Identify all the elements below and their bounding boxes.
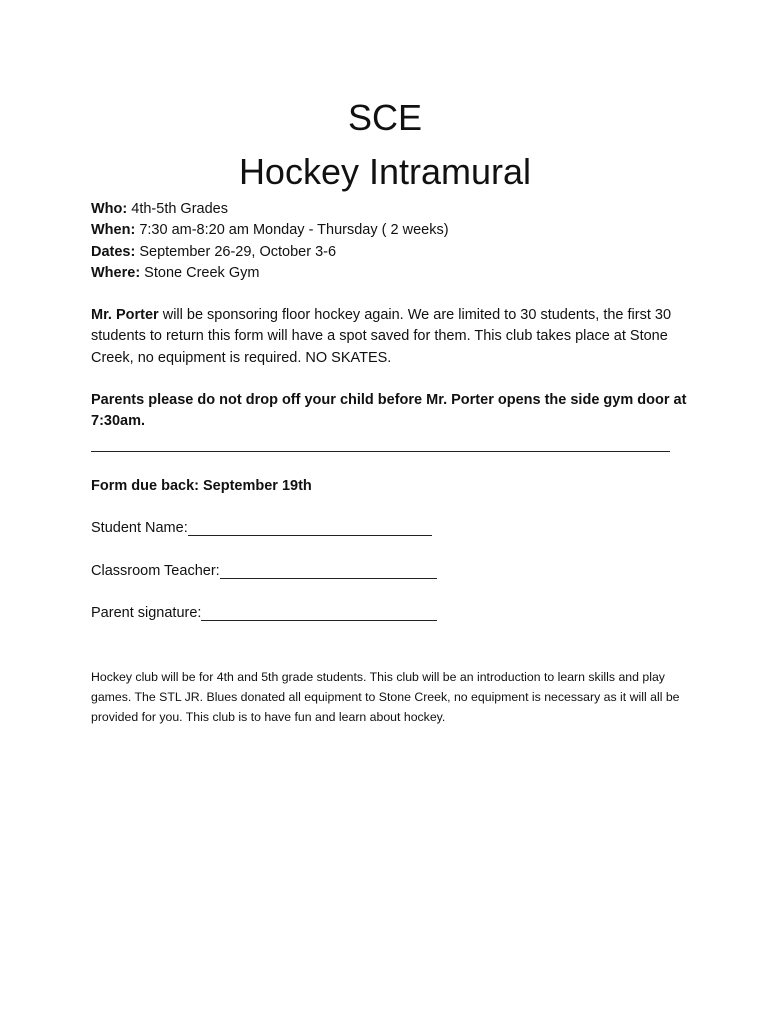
- dates-label: Dates:: [91, 243, 136, 260]
- title-school: SCE: [347, 97, 423, 138]
- parent-signature-label: Parent signature:: [91, 605, 202, 621]
- sponsor-name: Mr. Porter: [91, 307, 159, 323]
- who-row: [91, 199, 449, 220]
- club-description: Hockey club will be for 4th and 5th grade students. This club will be an introduction to learn skills and play games. The STL JR. Blues donated all equipment to Stone Creek, no equipment is necessary as it will all be provided for you. This club is to have fun and learn about hockey.: [91, 670, 680, 724]
- parent-signature-blank[interactable]: [201, 606, 437, 621]
- when-value: 7:30 am-8:20 am Monday - Thursday ( 2 weeks): [135, 222, 449, 239]
- student-name-field[interactable]: [91, 518, 432, 539]
- when-row: [91, 220, 449, 241]
- form-due-date: Form due back: September 19th: [91, 478, 312, 494]
- divider-line: [91, 451, 670, 452]
- when-label: When:: [91, 222, 136, 239]
- where-row: [91, 263, 449, 284]
- where-label: Where:: [91, 264, 141, 281]
- classroom-teacher-label: Classroom Teacher:: [91, 563, 220, 579]
- classroom-teacher-field[interactable]: [91, 561, 437, 582]
- student-name-blank[interactable]: [188, 521, 432, 536]
- parent-signature-field[interactable]: [91, 603, 437, 624]
- student-name-label: Student Name:: [91, 520, 188, 536]
- title-event: Hockey Intramural: [238, 151, 532, 192]
- sponsor-paragraph: [91, 305, 691, 369]
- sponsor-text: will be sponsoring floor hockey again. We are limited to 30 students, the first 30 students to return this form will have a spot saved for them. This club takes place at Stone Creek, no equipment is required. NO SKATES.: [91, 307, 672, 366]
- dropoff-warning: Parents please do not drop off your child before Mr. Porter opens the side gym door at 7:30am.: [91, 392, 687, 430]
- dates-value: September 26-29, October 3-6: [135, 243, 337, 260]
- dates-row: [91, 242, 449, 263]
- classroom-teacher-blank[interactable]: [220, 564, 437, 579]
- who-label: Who:: [91, 201, 128, 217]
- who-value: 4th-5th Grades: [127, 201, 228, 217]
- event-details: [91, 199, 449, 284]
- where-value: Stone Creek Gym: [140, 264, 260, 281]
